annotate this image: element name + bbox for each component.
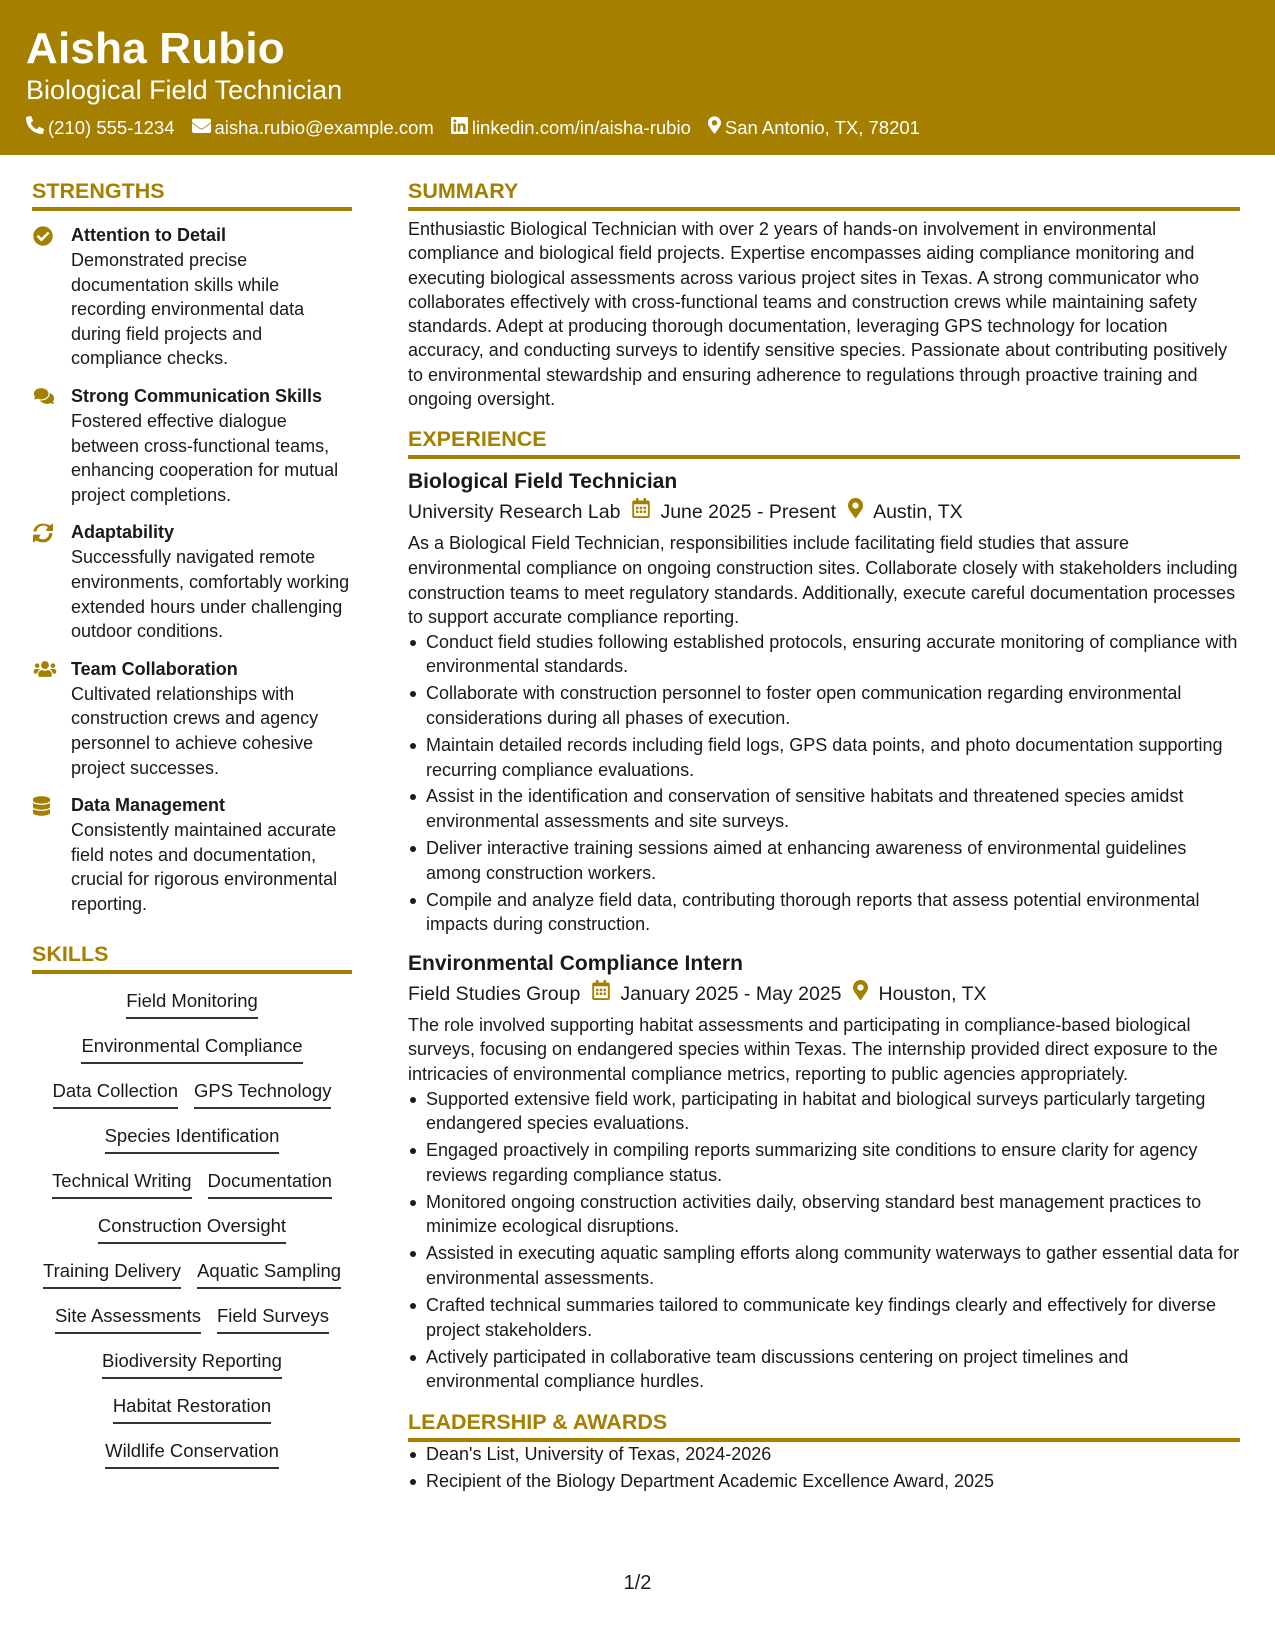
linkedin-text: linkedin.com/in/aisha-rubio	[471, 117, 691, 138]
skills-heading: SKILLS	[32, 938, 352, 974]
skill-tag: Habitat Restoration	[113, 1393, 271, 1424]
skill-tag: Training Delivery	[43, 1258, 181, 1289]
skill-tag: Field Monitoring	[126, 988, 258, 1019]
experience-heading: EXPERIENCE	[408, 423, 1240, 459]
right-column	[408, 175, 1240, 1496]
list-item: Collaborate with construction personnel to foster open communication regarding environmental considerations during all phases of execution.	[408, 681, 1240, 730]
users-icon	[33, 660, 55, 680]
skill-row	[32, 1258, 352, 1303]
skill-tag: Wildlife Conservation	[105, 1438, 279, 1469]
strength-description: Demonstrated precise documentation skills while recording environmental data during field projects and compliance checks.	[71, 250, 305, 369]
skill-tag: Species Identification	[105, 1123, 280, 1154]
contact-email[interactable]	[192, 116, 434, 140]
skill-tag: Data Collection	[53, 1078, 178, 1109]
job-bullets	[408, 1087, 1240, 1394]
skill-tag: Site Assessments	[55, 1303, 201, 1334]
awards-list	[408, 1442, 1240, 1494]
list-item: Crafted technical summaries tailored to communicate key findings clearly and effectively for diverse project stakeholders.	[408, 1293, 1240, 1342]
list-item: Recipient of the Biology Department Academic Excellence Award, 2025	[408, 1469, 1240, 1494]
database-icon	[33, 796, 55, 816]
list-item: Maintain detailed records including field logs, GPS data points, and photo documentation supporting recurring compliance evaluations.	[408, 733, 1240, 782]
skill-row	[32, 1168, 352, 1213]
list-item: Engaged proactively in compiling reports summarizing site conditions to ensure clarity for agency reviews regarding compliance status.	[408, 1138, 1240, 1187]
skill-row	[32, 988, 352, 1033]
job-location: Austin, TX	[873, 501, 963, 524]
strength-title: Attention to Detail	[71, 225, 226, 245]
summary-text: Enthusiastic Biological Technician with over 2 years of hands-on involvement in environmental compliance and biological field projects. Expertise encompasses aiding compliance monitoring and executing biological assessments across various project sites in Texas. A strong communicator who collaborates effectively with cross-functional teams and construction crews while maintaining safety standards. Adept at producing thorough documentation, leveraging GPS technology for location accuracy, and conducting surveys to identify sensitive species. Passionate about contributing positively to environmental stewardship and ensuring adherence to regulations through proactive training and ongoing oversight.	[408, 219, 1228, 410]
strength-item	[32, 384, 352, 507]
phone-icon	[26, 116, 48, 140]
candidate-role: Biological Field Technician	[26, 75, 343, 105]
strength-item	[32, 223, 352, 371]
skill-tag: Environmental Compliance	[81, 1033, 302, 1064]
list-item: Compile and analyze field data, contributing thorough reports that assess potential environmental impacts during construction.	[408, 888, 1240, 937]
strength-title: Adaptability	[71, 522, 175, 543]
check-circle-icon	[33, 226, 55, 246]
job-dates: January 2025 - May 2025	[620, 982, 842, 1005]
contact-linkedin[interactable]	[451, 116, 691, 140]
skill-row	[32, 1303, 352, 1348]
skill-tag: GPS Technology	[194, 1078, 331, 1109]
strength-description: Cultivated relationships with construction crews and agency personnel to achieve cohesive project successes.	[71, 683, 319, 778]
summary-heading: SUMMARY	[408, 175, 1240, 211]
contact-bar	[26, 116, 937, 140]
envelope-icon	[192, 116, 215, 140]
contact-location	[708, 116, 920, 140]
job-organization: Field Studies Group	[408, 982, 581, 1005]
list-item: Dean's List, University of Texas, 2024-2026	[408, 1442, 1240, 1467]
strength-item	[32, 520, 352, 643]
skill-row	[32, 1078, 352, 1123]
job-entry	[408, 949, 1240, 1394]
map-marker-icon	[848, 497, 873, 527]
list-item: Assist in the identification and conservation of sensitive habitats and threatened species amidst environmental assessments and site surveys.	[408, 784, 1240, 833]
left-column	[32, 175, 352, 1483]
awards-heading: LEADERSHIP & AWARDS	[408, 1406, 1240, 1442]
email-text: aisha.rubio@example.com	[214, 117, 434, 138]
strength-description: Successfully navigated remote environments, comfortably working extended hours under challenging outdoor conditions.	[71, 547, 350, 642]
list-item: Deliver interactive training sessions aimed at enhancing awareness of environmental guidelines among construction workers.	[408, 836, 1240, 885]
skill-tag: Biodiversity Reporting	[102, 1348, 282, 1379]
skill-tag: Aquatic Sampling	[197, 1258, 341, 1289]
comments-icon	[33, 387, 55, 407]
skill-row	[32, 1123, 352, 1168]
strength-item	[32, 793, 352, 916]
skill-row	[32, 1213, 352, 1258]
list-item: Actively participated in collaborative team discussions centering on project timelines and environmental compliance hurdles.	[408, 1345, 1240, 1394]
job-description: The role involved supporting habitat assessments and participating in compliance-based biological surveys, focusing on endangered species within Texas. The internship provided direct exposure to the intricacies of environmental compliance metrics, reporting to public agencies appropriately.	[408, 1014, 1218, 1085]
contact-phone[interactable]	[26, 116, 175, 140]
job-description: As a Biological Field Technician, responsibilities include facilitating field studies that assure environmental compliance on ongoing construction sites. Collaborate closely with stakeholders including construction teams to meet regulatory standards. Additionally, execute careful documentation processes to support accurate compliance reporting.	[408, 533, 1238, 628]
strengths-heading: STRENGTHS	[32, 175, 352, 211]
list-item: Supported extensive field work, participating in habitat and biological surveys particularly targeting endangered species evaluations.	[408, 1087, 1240, 1136]
calendar-icon	[632, 497, 660, 527]
job-title: Environmental Compliance Intern	[408, 951, 743, 975]
strength-item	[32, 657, 352, 780]
job-organization: University Research Lab	[408, 501, 621, 524]
skill-row	[32, 1393, 352, 1438]
strength-title: Data Management	[71, 795, 226, 816]
job-bullets	[408, 630, 1240, 937]
job-location: Houston, TX	[878, 982, 987, 1005]
map-marker-icon	[853, 979, 878, 1009]
list-item: Assisted in executing aquatic sampling efforts along community waterways to gather essential data for environmental assessments.	[408, 1241, 1240, 1290]
page-number: 1/2	[623, 1572, 652, 1594]
job-dates: June 2025 - Present	[660, 501, 837, 524]
skill-row	[32, 1348, 352, 1393]
job-meta	[408, 497, 1240, 527]
header-banner	[0, 0, 1275, 155]
job-entry	[408, 467, 1240, 936]
location-text: San Antonio, TX, 78201	[724, 117, 920, 138]
job-title: Biological Field Technician	[408, 470, 678, 494]
list-item: Conduct field studies following established protocols, ensuring accurate monitoring of compliance with environmental standards.	[408, 630, 1240, 679]
skill-tag: Construction Oversight	[98, 1213, 286, 1244]
skill-tag: Documentation	[208, 1168, 332, 1199]
candidate-name: Aisha Rubio	[26, 24, 285, 73]
strength-description: Consistently maintained accurate field notes and documentation, crucial for rigorous environmental reporting.	[71, 820, 338, 914]
skill-tag: Technical Writing	[52, 1168, 192, 1199]
strength-title: Strong Communication Skills	[71, 385, 323, 406]
skill-row	[32, 1438, 352, 1483]
skill-tag: Field Surveys	[217, 1303, 329, 1334]
map-marker-icon	[708, 116, 725, 140]
strengths-list	[32, 223, 352, 916]
linkedin-icon	[451, 116, 472, 140]
calendar-icon	[592, 979, 620, 1009]
sync-icon	[33, 523, 55, 543]
strength-description: Fostered effective dialogue between cross-functional teams, enhancing cooperation for mutual project completions.	[71, 410, 339, 505]
phone-text: (210) 555-1234	[48, 117, 175, 138]
job-meta	[408, 979, 1240, 1009]
strength-title: Team Collaboration	[71, 658, 238, 679]
skills-list	[32, 988, 352, 1483]
list-item: Monitored ongoing construction activities daily, observing standard best management practices to minimize ecological disruptions.	[408, 1190, 1240, 1239]
skill-row	[32, 1033, 352, 1078]
